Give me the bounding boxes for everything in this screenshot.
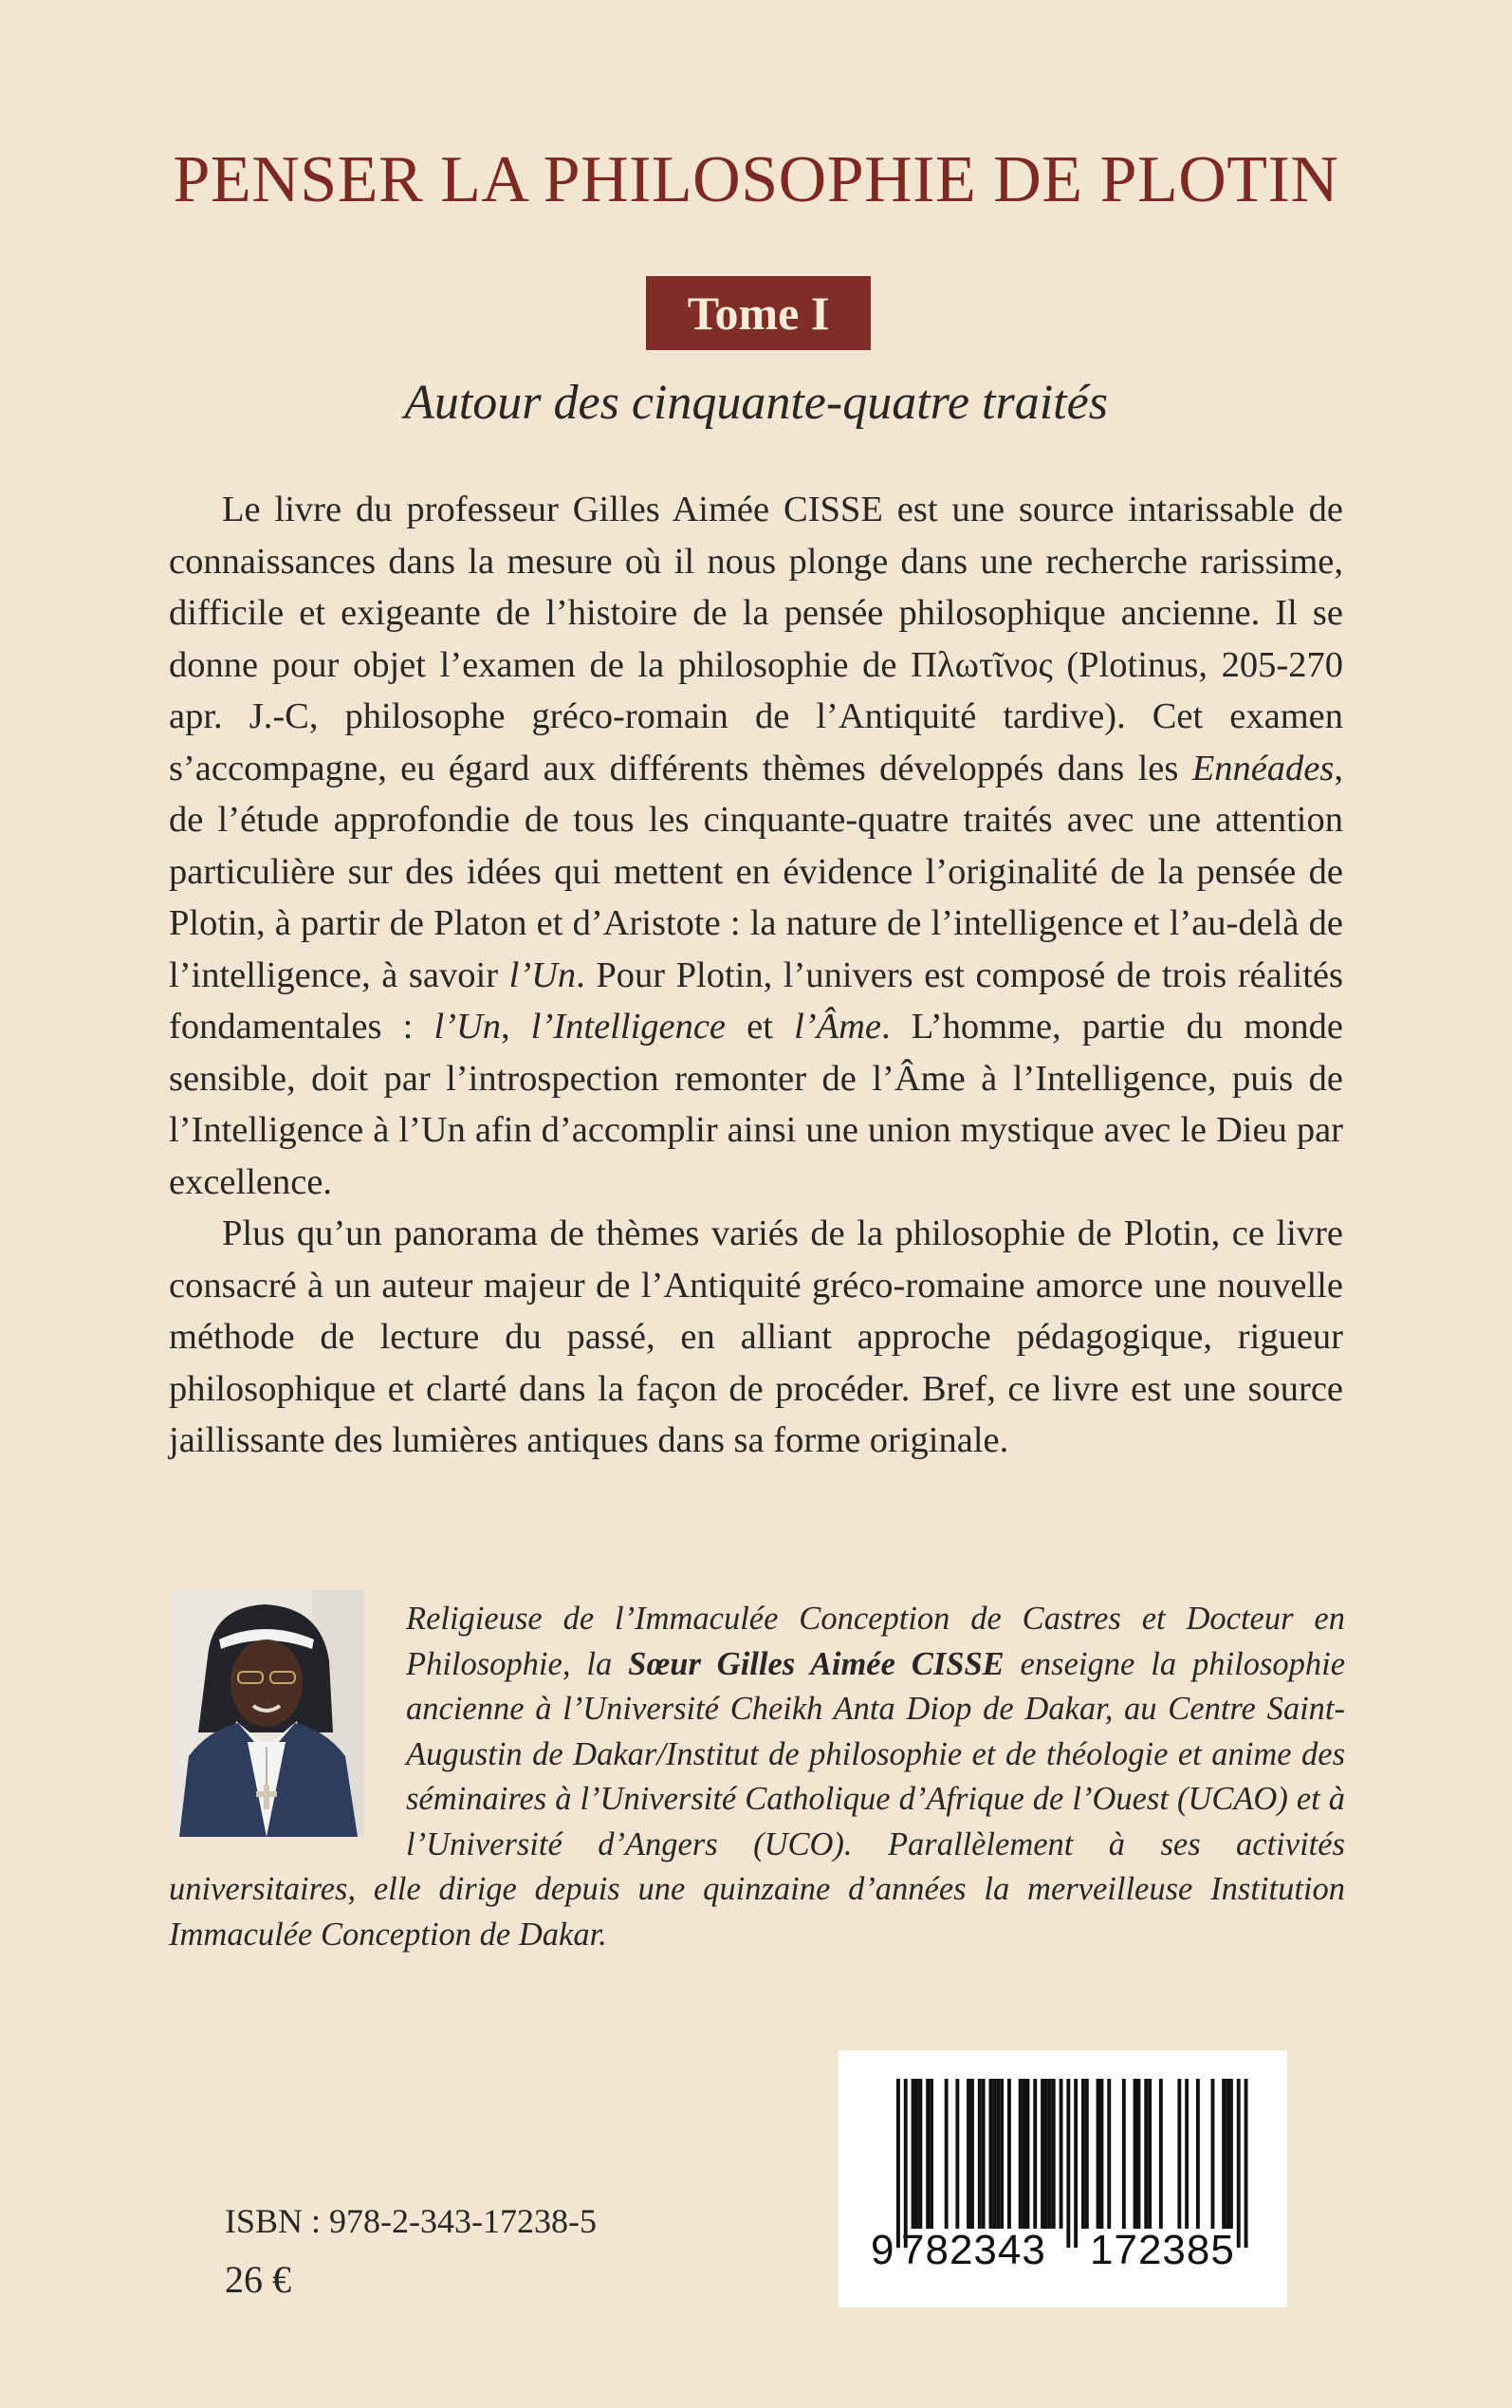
text-run: , de l’étude approfondie de tous les cinquante-quatre traités avec une attention particulière sur des idées qui mettent en évidence l’originalité de la pensée de Plotin, à partir de Platon et d’Aristote : la nature de l’intelligence et l’au-delà de l’intelligence, à savoir [169, 748, 1343, 995]
barcode-bar [945, 2079, 949, 2229]
barcode-bar [996, 2079, 1000, 2229]
text-run: Le livre du professeur Gilles Aimée CISSE est une source intarissable de connaissances dans la mesure où il nous plonge dans une recherche rarissime, difficile et exigeante de l’histoire de la pensée philosophique ancienne. Il se donne pour objet l’examen de la philosophie de Πλωτῖνος (Plotinus, 205-270 apr. J.-C, philosophe gréco-romain de l’Antiquité tardive). Cet examen s’accompagne, eu égard aux différents thèmes développés dans les [169, 490, 1343, 788]
italic-term: Ennéades [1191, 748, 1335, 788]
barcode-bar [1229, 2079, 1233, 2229]
text-run: . L’homme, partie du monde sensible, doit par l’introspection remonter de l’Âme à l’Intelligence, puis de l’Intelligence à l’Un afin d’accomplir ainsi une union mystique avec le Dieu par excellence. [169, 1007, 1343, 1202]
barcode-left-group: 782343 [901, 2227, 1046, 2273]
italic-term: l’Intelligence [530, 1007, 727, 1047]
barcode-right-group: 172385 [1090, 2227, 1235, 2273]
barcode-bar [1122, 2079, 1126, 2229]
barcode [839, 2050, 1287, 2307]
italic-term: l’Âme [794, 1007, 882, 1047]
barcode-bar [982, 2079, 986, 2229]
photo-spacer [169, 1597, 406, 1862]
price-label: 26 € [225, 2258, 291, 2301]
barcode-bar [1144, 2079, 1148, 2229]
barcode-bar [1000, 2079, 1004, 2229]
description-paragraph-1 [169, 484, 1343, 1208]
barcode-bar [1041, 2079, 1044, 2229]
text-run: . Pour Plotin, l’univers est composé de trois réalités fondamentales : [169, 954, 1344, 1047]
barcode-bar [970, 2079, 974, 2229]
barcode-bar [955, 2079, 959, 2229]
barcode-bar [896, 2079, 900, 2248]
barcode-bar [915, 2079, 919, 2229]
barcode-bar [1245, 2079, 1248, 2248]
barcode-bar [1007, 2079, 1011, 2229]
barcode-bar [1044, 2079, 1048, 2229]
barcode-bar [1137, 2079, 1141, 2229]
barcode-bar [1148, 2079, 1152, 2229]
barcode-bar [989, 2079, 993, 2229]
volume-badge: Tome I [646, 276, 871, 350]
book-subtitle: Autour des cinquante-quatre traités [404, 376, 1108, 430]
author-name: Sœur Gilles Aimée CISSE [628, 1645, 1005, 1682]
text-run: et [726, 1007, 795, 1047]
barcode-bar [1211, 2079, 1215, 2229]
bio-continuation: enseigne la philosophie ancienne à l’Université Cheikh Anta Diop de Dakar, au Centre Saint-Augustin de Dakar/Institut de philosophie et de théologie et anime des séminaires à l’Université Catholique d’Afrique de l’Ouest (UCAO) et à l’Université d’Angers (UCO). Parallèlement à ses activités universitaires, elle dirige depuis une quinzaine d’années la merveilleuse Institution Immaculée Conception de Dakar. [169, 1645, 1346, 1953]
barcode-bar [1185, 2079, 1189, 2229]
barcode-bar [1081, 2079, 1085, 2229]
barcode-bar [1222, 2079, 1226, 2229]
barcode-bar [926, 2079, 930, 2229]
italic-term: l’Un [433, 1007, 502, 1047]
barcode-bar [1196, 2079, 1200, 2229]
isbn-label: ISBN : 978-2-343-17238-5 [225, 2202, 597, 2240]
barcode-first-digit: 9 [871, 2227, 895, 2273]
barcode-bar [1177, 2079, 1181, 2229]
book-description [169, 484, 1343, 1467]
barcode-bar [912, 2079, 915, 2229]
bio-intro: Religieuse de l’Immaculée Conception de Castres et Docteur en Philosophie, la [406, 1601, 1345, 1682]
barcode-bar [1097, 2079, 1100, 2229]
barcode-bar [1052, 2079, 1056, 2229]
barcode-bar [1100, 2079, 1104, 2229]
barcode-bar [1237, 2079, 1241, 2248]
barcode-bar [1066, 2079, 1070, 2248]
italic-term: l’Un [508, 954, 577, 995]
book-title: PENSER LA PHILOSOPHIE DE PLOTIN [173, 143, 1339, 216]
barcode-bar [1060, 2079, 1063, 2229]
barcode-bar [1134, 2079, 1137, 2229]
barcode-bar [1226, 2079, 1229, 2229]
barcode-bar [1033, 2079, 1037, 2229]
barcode-bar [1159, 2079, 1163, 2229]
barcode-bar [978, 2079, 982, 2229]
barcode-bar [1048, 2079, 1052, 2229]
text-run: , [501, 1007, 531, 1047]
barcode-bar [1026, 2079, 1030, 2229]
description-paragraph-2: Plus qu’un panorama de thèmes variés de la philosophie de Plotin, ce livre consacré à un auteur majeur de l’Antiquité gréco-romaine amorce une nouvelle méthode de lecture du passé, en alliant approche pédagogique, rigueur philosophique et clarté dans la façon de procéder. Bref, ce livre est une source jaillissante des lumières antiques dans sa forme originale. [169, 1213, 1343, 1460]
barcode-bar [967, 2079, 970, 2229]
barcode-bar [1023, 2079, 1026, 2229]
barcode-bar [1019, 2079, 1023, 2229]
barcode-bar [1074, 2079, 1078, 2248]
barcode-bar [992, 2079, 996, 2229]
barcode-bar [930, 2079, 933, 2229]
barcode-bar [1107, 2079, 1111, 2229]
barcode-bar [904, 2079, 908, 2248]
author-biography [169, 1597, 1345, 1957]
barcode-bar [918, 2079, 922, 2229]
barcode-bar [1085, 2079, 1089, 2229]
